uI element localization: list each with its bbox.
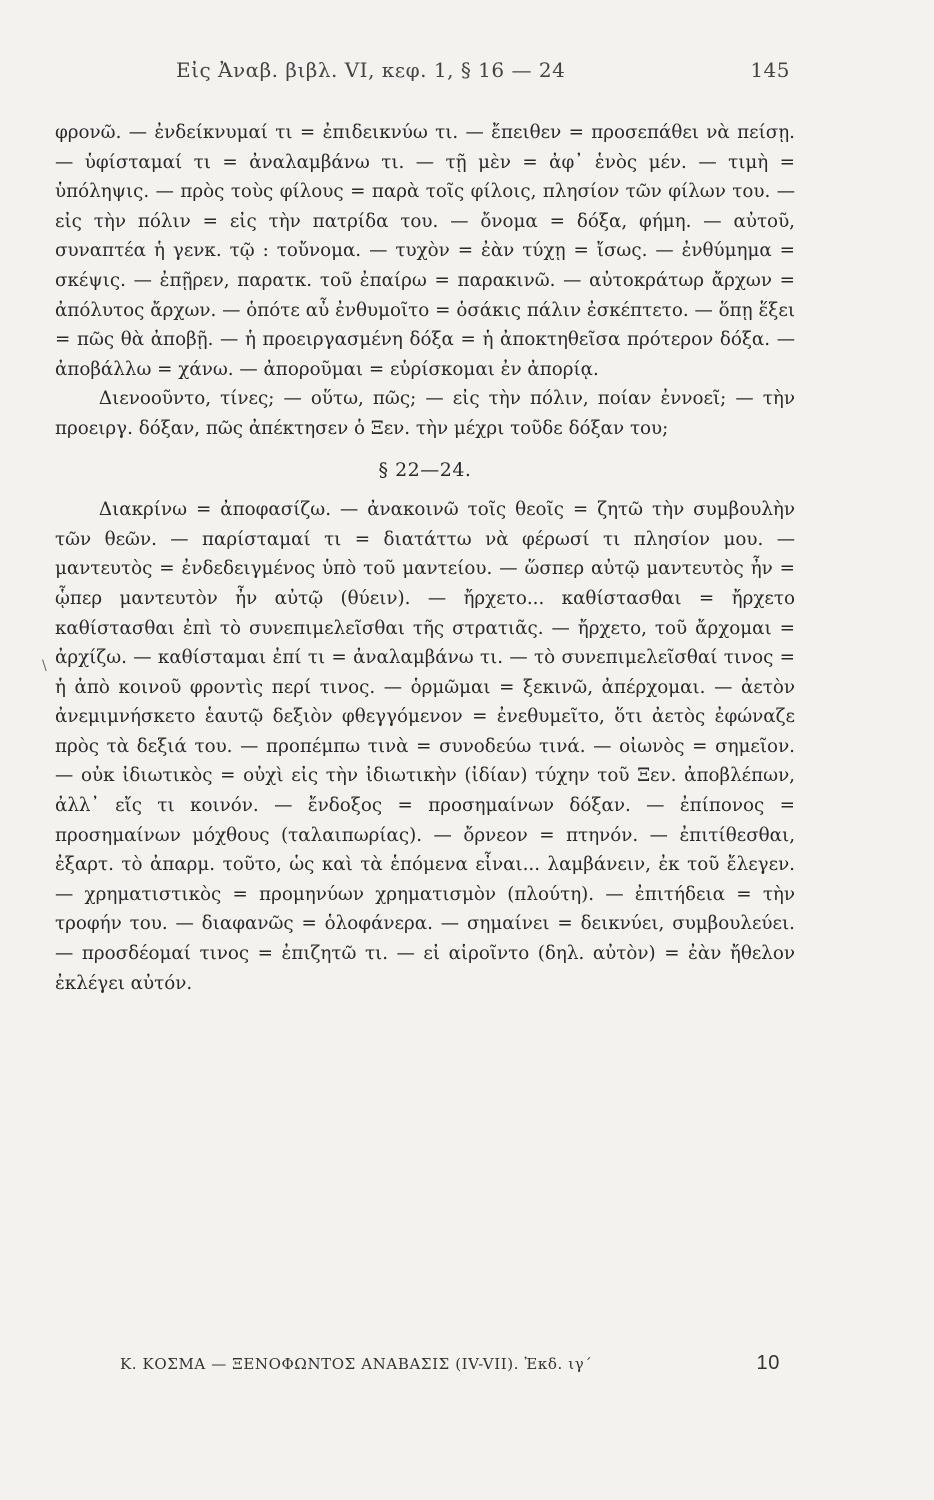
running-header <box>176 58 790 82</box>
running-title: Εἰς Ἀναβ. βιβλ. VI, κεφ. 1, § 16 — 24 <box>176 58 566 82</box>
question-paragraph: Διενοοῦντο, τίνες; — οὕτω, πῶς; — εἰς τὴν πόλιν, ποίαν ἐννοεῖ; — τὴν προειργ. δόξαν, πῶς ἀπέκτησεν ὁ Ξεν. τὴν μέχρι τοῦδε δόξαν του; <box>55 388 795 439</box>
page-number: 145 <box>750 58 790 82</box>
signature-number: 10 <box>756 1352 780 1374</box>
page-footer <box>120 1352 780 1375</box>
commentary-paragraph-1: φρονῶ. — ἐνδείκνυμαί τι = ἐπιδεικνύω τι. — ἔπειθεν = προσεπάθει νὰ πείσῃ. — ὑφίσταμαί τι = ἀναλαμβάνω τι. — τῇ μὲν = ἀφ᾽ ἑνὸς μέν. — τιμὴ = ὑπόληψις. — πρὸς τοὺς φίλους = παρὰ τοῖς φίλοις, πλησίον τῶν φίλων του. — εἰς τὴν πόλιν = εἰς τὴν πατρίδα του. — ὄνομα = δόξα, φήμη. — αὐτοῦ, συναπτέα ἡ γενκ. τῷ : τοὔνομα. — τυχὸν = ἐὰν τύχῃ = ἴσως. — ἐνθύμημα = σκέψις. — ἐπῇρεν, παρατκ. τοῦ ἐπαίρω = παρακινῶ. — αὐτοκράτωρ ἄρχων = ἀπόλυτος ἄρχων. — ὁπότε αὖ ἐνθυμοῖτο = ὁσάκις πάλιν ἐσκέπτετο. — ὅπῃ ἕξει = πῶς θὰ ἀποβῇ. — ἡ προειργασμένη δόξα = ἡ ἀποκτηθεῖσα πρότερον δόξα. — ἀποβάλλω = χάνω. — ἀποροῦμαι = εὑρίσκομαι ἐν ἀπορίᾳ. <box>55 122 795 380</box>
margin-mark: \ <box>42 658 47 674</box>
footer-imprint: Κ. ΚΟΣΜΑ — ΞΕΝΟΦΩΝΤΟΣ ΑΝΑΒΑΣΙΣ (IV-VII). Ἐκδ. ιγ΄ <box>120 1355 593 1373</box>
commentary-paragraph-2: Διακρίνω = ἀποφασίζω. — ἀνακοινῶ τοῖς θεοῖς = ζητῶ τὴν συμβουλὴν τῶν θεῶν. — παρίσταμαί τι = διατάττω νὰ φέρωσί τι πλησίον μου. — μαντευτὸς = ἐνδεδειγμένος ὑπὸ τοῦ μαντείου. — ὥσπερ αὐτῷ μαντευτὸς ἦν = ᾧπερ μαντευτὸν ἦν αὐτῷ (θύειν). — ἤρχετο... καθίστασθαι = ἤρχετο καθίστασθαι ἐπὶ τὸ συνεπιμελεῖσθαι τῆς στρατιᾶς. — ἤρχετο, τοῦ ἄρχομαι = ἀρχίζω. — καθίσταμαι ἐπί τι = ἀναλαμβάνω τι. — τὸ συνεπιμελεῖσθαί τινος = ἡ ἀπὸ κοινοῦ φροντὶς περί τινος. — ὁρμῶμαι = ξεκινῶ, ἀπέρχομαι. — ἀετὸν ἀνεμιμνήσκετο ἑαυτῷ δεξιὸν φθεγγόμενον = ἐνεθυμεῖτο, ὅτι ἀετὸς ἐφώναζε πρὸς τὰ δεξιά του. — προπέμπω τινὰ = συνοδεύω τινά. — οἰωνὸς = σημεῖον. — οὐκ ἰδιωτικὸς = οὐχὶ εἰς τὴν ἰδιωτικὴν (ἰδίαν) τύχην τοῦ Ξεν. ἀποβλέπων, ἀλλ᾽ εἴς τι κοινόν. — ἔνδοξος = προσημαίνων δόξαν. — ἐπίπονος = προσημαίνων μόχθους (ταλαιπωρίας). — ὄρνεον = πτηνόν. — ἐπιτίθεσθαι, ἐξαρτ. τὸ ἀπαρμ. τοῦτο, ὡς καὶ τὰ ἑπόμενα εἶναι... λαμβάνειν, ἐκ τοῦ ἔλεγεν. — χρηματιστικὸς = προμηνύων χρηματισμὸν (πλούτη). — ἐπιτήδεια = τὴν τροφήν του. — διαφανῶς = ὁλοφάνερα. — σημαίνει = δεικνύει, συμβουλεύει. — προσδέομαί τινος = ἐπιζητῶ τι. — εἰ αἱροῖντο (δηλ. αὐτὸν) = ἐὰν ἤθελον ἐκλέγει αὐτόν. <box>55 499 795 994</box>
commentary-body <box>55 118 795 998</box>
section-heading: § 22—24. <box>378 458 472 481</box>
